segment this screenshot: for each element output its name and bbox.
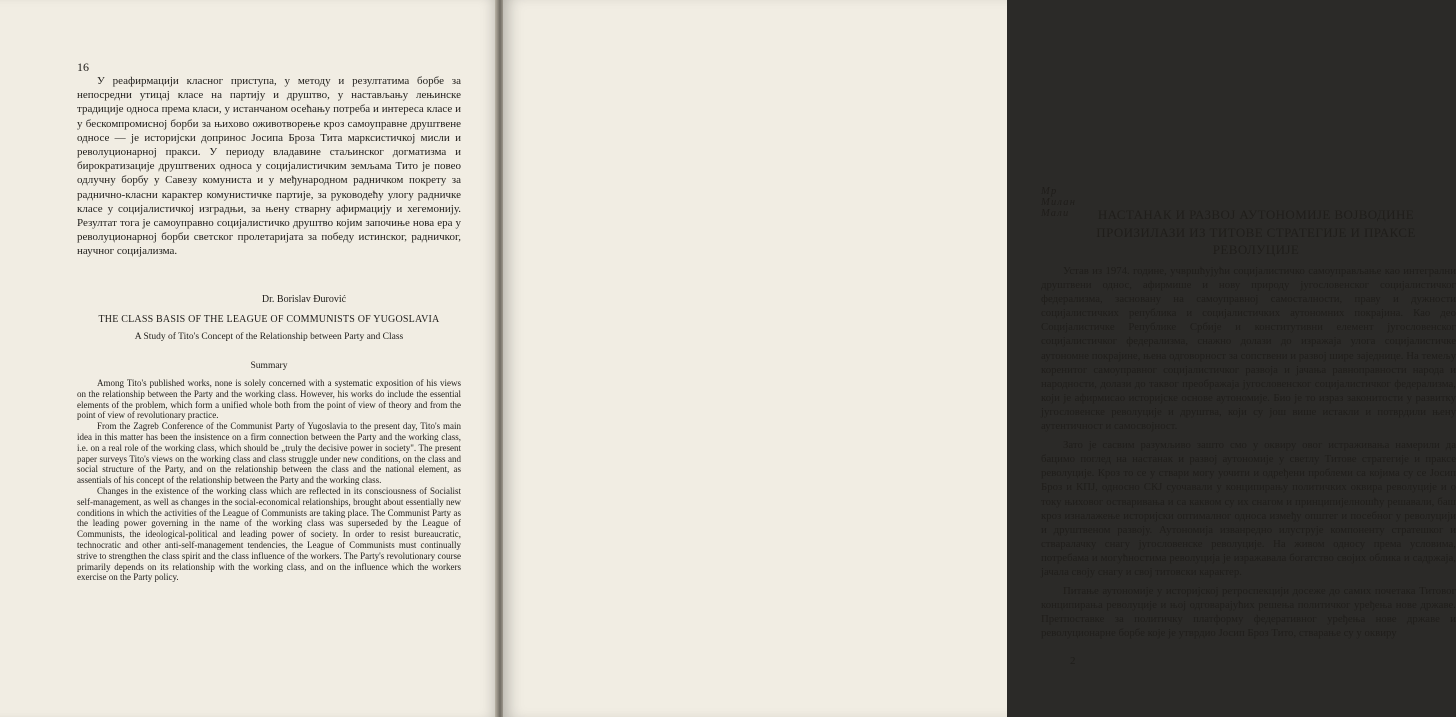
article-paragraph: Зато је сасвим разумљиво зашто смо у оквиру овог истраживања намерили да бацимо поглед на настанак и развој аутономије у светлу Титове стратегије и праксе револуције. Кроз то се у ствари могу уочити и одређени проблеми са којима су се Јосип Броз и КПЈ, односно СКЈ суочавали у конципирању политичких оквира револуције и о току њиховог остваривања и са каквом су их снагом и принципијелношћу решавали, баш кроз изналажење историјски оптималног односа између општег и посебног у револуцији и друштвеном развоју. Аутономија изванредно илуструје компоненту стратешког и стваралачку снагу југословенске револуције. На живом односу према условима, потребама и могућностима револуција је изражавала богатство својих облика и садржаја, јачала своју снагу и свој титовски карактер. (1041, 439, 1456, 578)
cyrillic-conclusion-paragraph: У реафирмацији класног приступа, у методу и резултатима борбе за непосредни утицај класе на партију и друштво, у настављању лењинске традиције односа према класи, у истанчаном осећању потреба и интереса класе и у бескомпромисној борби за њихово оживотворење кроз самоуправне друштвене односе — је историјски допринос Јосипа Броза Тита марксистичкој мисли и револуционарној пракси. У периоду владавине стаљинског догматизма и бирократизације друштвених односа у социјалистичким земљама Тито је повео одлучну борбу у Савезу комуниста и у међународном радничком покрету за раднично-класни карактер комунистичке партије, за руководећу улогу радничке класе у социјалистичкој изградњи, за њену стварну афирмацију и хегемонију. Резултат тога је самоуправно социјалистичко друштво којим започиње нова ера у револуционарној борби светског пролетаријата за победу истинског, радничког, научног социјализма. (77, 75, 461, 258)
article-paragraph: Питање аутономије у историјској ретроспекцији досеже до самих почетака Титовог конципирања револуције и њој одговарајућих решења политичког уређења нове државе. Претпоставке за политичку платформу федеративног уређења нове државе и револуционарне борбе које је утврдио Јосип Броз Тито, стварање су у оквиру (1041, 585, 1456, 640)
left-page (0, 0, 497, 717)
summary-paragraph: Changes in the existence of the working class which are reflected in its consciousness of Socialist self-management, as well as changes in the social-economical relationships, brought about essentially new conditions in which the activities of the League of Communists are taking place. The Communist Party as the leading power governing in the name of the working class was superseded by the League of Communists, the ideological-political and leading power of society. In order to resist bureaucratic, technocratic and other anti-self-management tendencies, the League of Communists must continually strive to strengthen the class spirit and the class influence of the workers. The Party's revolutionary course primarily depends on its relationship with the working class, and on the influence which the workers exercise on the Party policy. (77, 485, 461, 583)
summary-author: Dr. Borislav Đurović (261, 294, 347, 305)
summary-heading: Summary (250, 361, 288, 371)
article-body (1041, 264, 1456, 645)
article-paragraph: Устав из 1974. године, учвршћујући социјалистичко самоуправљање као интегрални друштвени однос, афирмише и нову природу југословенског социјалистичког федерализма, засновану на самоуправној самосталности, праву и дужности социјалистичких република и социјалистичких аутономних покрајина. Као део Социјалистичке Републике Србије и конститутивни елемент југословенског социјалистичког федерализма, снажно долази до изражаја улога социјалистичке аутономне покрајине, њена одговорност за сопствени и развој шире заједнице. На темељу коренитог самоуправног социјалистичког развоја и јачања равноправности народа и народности, долази до таквог преображаја југословенског социјалистичког федерализма, који је афирмисао историјске основе аутономије. Био је то израз законитости у развитку југословенске револуције и друштва, који су још више истакли и потврдили њену аутентичност и самосвојност. (1041, 265, 1456, 433)
summary-paragraph: Among Tito's published works, none is solely concerned with a systematic exposition of his views on the relationship between the Party and the working class. However, his works do include the essential elements of the problem, which form a unified whole both from the point of view of theory and from the point of view of revolutionary practice. (77, 378, 461, 421)
summary-paragraph: From the Zagreb Conference of the Communist Party of Yugoslavia to the present day, Tito's main idea in this matter has been the insistence on a firm connection between the Party and the working class, i.e. on a real role of the working class, which should be „truly the decisive power in society". The present paper surveys Tito's views on the working class and class struggle under new conditions, on the class and social structure of the Party, and on the relationship between the class and the national element, as assentials of his concept of the relationship between the Party and the working class. (77, 421, 461, 486)
summary-title: THE CLASS BASIS OF THE LEAGUE OF COMMUNISTS OF YUGOSLAVIA (98, 314, 440, 325)
article-title: НАСТАНАК И РАЗВОЈ АУТОНОМИЈЕ ВОЈВОДИНЕ ПРОИЗИЛАЗИ ИЗ ТИТОВЕ СТРАТЕГИЈЕ И ПРАКСЕ РЕВОЛУЦИЈЕ (1096, 207, 1416, 257)
article-author: Мр Милан Мали (1041, 186, 1077, 219)
summary-subtitle: A Study of Tito's Concept of the Relationship between Party and Class (134, 332, 404, 342)
left-page-number: 16 (77, 60, 89, 74)
summary-body (77, 378, 461, 583)
right-page (503, 0, 1456, 717)
right-page-number: 2 (1070, 655, 1076, 667)
